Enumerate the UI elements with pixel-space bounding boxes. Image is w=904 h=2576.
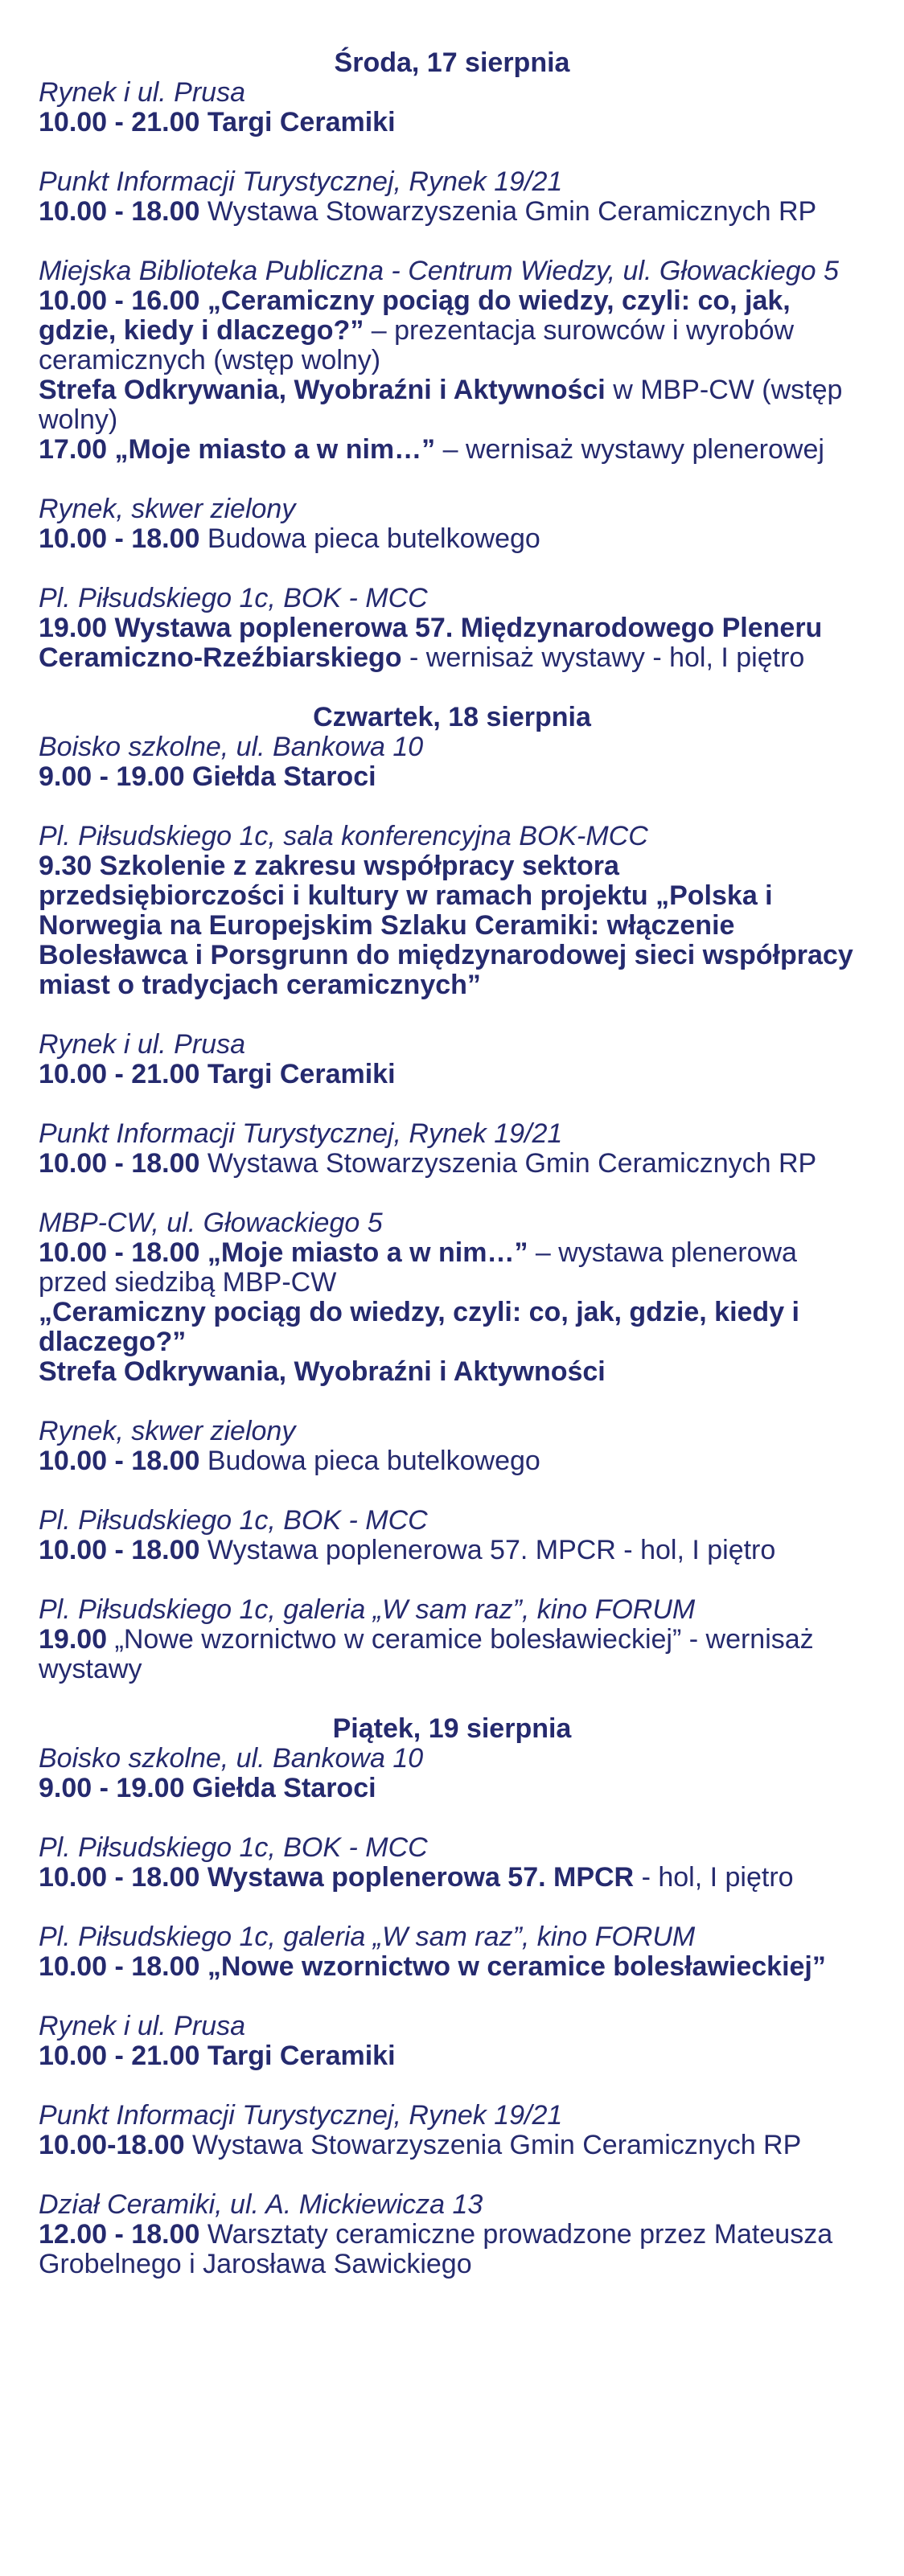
event-time-title: 9.00 - 19.00 Giełda Staroci <box>39 761 376 792</box>
event-entry <box>39 256 865 465</box>
event-time-title: 10.00 - 16.00 „Ceramiczny pociąg do wiedzy, czyli: co, jak, gdzie, kiedy i dlaczego?” <box>39 285 791 346</box>
event-description: Budowa pieca butelkowego <box>199 1446 540 1476</box>
event-description: – wernisaż wystawy plenerowej <box>435 434 824 465</box>
event-description: Warsztaty ceramiczne prowadzone przez Mateusza Grobelnego i Jarosława Sawickiego <box>39 2219 833 2279</box>
event-line <box>39 286 865 375</box>
event-time-title: 10.00 - 18.00 <box>39 1535 200 1565</box>
event-location: Punkt Informacji Turystycznej, Rynek 19/21 <box>39 166 563 197</box>
event-time-title: 10.00 - 18.00 <box>39 196 200 227</box>
event-time-title: 10.00 - 18.00 „Nowe wzornictwo w ceramice bolesławieckiej” <box>39 1951 826 1982</box>
event-entry <box>39 1506 865 1565</box>
event-line <box>39 108 865 137</box>
event-location: Punkt Informacji Turystycznej, Rynek 19/21 <box>39 1118 563 1149</box>
event-description: Wystawa Stowarzyszenia Gmin Ceramicznych RP <box>184 2130 802 2160</box>
event-time-title: 10.00 - 21.00 <box>39 107 208 137</box>
event-time-title: 10.00 - 21.00 Targi Ceramiki <box>39 1059 396 1089</box>
event-time-title: „Ceramiczny pociąg do wiedzy, czyli: co, jak, gdzie, kiedy i dlaczego?” <box>39 1297 799 1357</box>
event-time-title: 10.00 - 18.00 Wystawa poplenerowa 57. MPCR <box>39 1862 635 1893</box>
event-entry <box>39 1208 865 1387</box>
event-line <box>39 851 865 1000</box>
event-description: Wystawa Stowarzyszenia Gmin Ceramicznych RP <box>199 196 817 227</box>
event-entry <box>39 167 865 227</box>
event-entry <box>39 78 865 137</box>
event-description: Budowa pieca butelkowego <box>199 523 540 554</box>
day-heading: Piątek, 19 sierpnia <box>332 1713 572 1744</box>
event-entry <box>39 1119 865 1179</box>
day-heading: Środa, 17 sierpnia <box>334 47 570 78</box>
event-line <box>39 1238 865 1298</box>
event-line <box>39 1863 865 1893</box>
event-location: Rynek, skwer zielony <box>39 1416 296 1446</box>
event-line <box>39 1298 865 1357</box>
event-line <box>39 197 865 227</box>
event-location: Dział Ceramiki, ul. A. Mickiewicza 13 <box>39 2189 483 2220</box>
event-location: Rynek, skwer zielony <box>39 494 296 524</box>
event-entry <box>39 584 865 673</box>
event-line <box>39 613 865 673</box>
event-line <box>39 2220 865 2279</box>
event-line <box>39 1774 865 1803</box>
event-line <box>39 1060 865 1089</box>
event-time-title: 10.00 - 18.00 <box>39 1446 200 1476</box>
event-time-title: 9.00 - 19.00 Giełda Staroci <box>39 1773 376 1803</box>
event-location: MBP-CW, ul. Głowackiego 5 <box>39 1208 383 1238</box>
event-location: Pl. Piłsudskiego 1c, galeria „W sam raz”, kino FORUM <box>39 1922 696 1952</box>
event-time-title: 12.00 - 18.00 <box>39 2219 200 2250</box>
event-time-title: 17.00 „Moje miasto a w nim…” <box>39 434 436 465</box>
event-location: Rynek i ul. Prusa <box>39 1029 245 1060</box>
event-entry <box>39 1030 865 1089</box>
event-entry <box>39 1417 865 1476</box>
event-entry <box>39 732 865 792</box>
event-description: – wystawa plenerowa przed siedzibą MBP-CW <box>39 1237 797 1298</box>
event-entry <box>39 2190 865 2279</box>
event-line <box>39 2041 865 2071</box>
event-description: Wystawa poplenerowa 57. MPCR - hol, I piętro <box>199 1535 776 1565</box>
event-line <box>39 1536 865 1565</box>
event-location: Pl. Piłsudskiego 1c, galeria „W sam raz”, kino FORUM <box>39 1594 696 1625</box>
event-line <box>39 2131 865 2160</box>
event-time-title: Strefa Odkrywania, Wyobraźni i Aktywności <box>39 375 606 405</box>
event-line <box>39 375 865 435</box>
event-time-title: 19.00 Wystawa poplenerowa 57. Międzynarodowego Pleneru Ceramiczno-Rzeźbiarskiego <box>39 613 823 673</box>
event-time-title: 10.00 - 18.00 <box>39 523 200 554</box>
event-time-title: Targi Ceramiki <box>207 107 396 137</box>
event-line <box>39 1952 865 1982</box>
event-line <box>39 1625 865 1684</box>
event-line <box>39 435 865 465</box>
event-entry <box>39 1833 865 1893</box>
event-entry <box>39 494 865 554</box>
event-time-title: 10.00 - 21.00 Targi Ceramiki <box>39 2041 396 2071</box>
event-entry <box>39 1595 865 1684</box>
event-location: Pl. Piłsudskiego 1c, BOK - MCC <box>39 583 428 613</box>
event-description: - wernisaż wystawy - hol, I piętro <box>401 642 805 673</box>
event-description: w MBP-CW (wstęp wolny) <box>39 375 843 435</box>
event-time-title: 10.00 - 18.00 <box>39 1148 200 1179</box>
event-entry <box>39 1922 865 1982</box>
event-line <box>39 762 865 792</box>
event-location: Rynek i ul. Prusa <box>39 2011 245 2041</box>
event-line <box>39 1446 865 1476</box>
event-line <box>39 1149 865 1179</box>
event-line <box>39 1357 865 1387</box>
event-description: - hol, I piętro <box>634 1862 794 1893</box>
event-location: Boisko szkolne, ul. Bankowa 10 <box>39 732 424 762</box>
day-heading: Czwartek, 18 sierpnia <box>313 702 591 732</box>
event-location: Rynek i ul. Prusa <box>39 77 245 108</box>
event-location: Pl. Piłsudskiego 1c, BOK - MCC <box>39 1832 428 1863</box>
event-line <box>39 524 865 554</box>
event-time-title: Strefa Odkrywania, Wyobraźni i Aktywności <box>39 1356 606 1387</box>
event-location: Boisko szkolne, ul. Bankowa 10 <box>39 1743 424 1774</box>
event-description: „Nowe wzornictwo w ceramice bolesławieckiej” - wernisaż wystawy <box>39 1624 814 1684</box>
event-location: Miejska Biblioteka Publiczna - Centrum Wiedzy, ul. Głowackiego 5 <box>39 256 839 286</box>
event-time-title: 10.00 - 18.00 „Moje miasto a w nim…” <box>39 1237 528 1268</box>
event-time-title: 9.30 Szkolenie z zakresu współpracy sektora przedsiębiorczości i kultury w ramach projektu „Polska i Norwegia na Europejskim Szlaku Ceramiki: włączenie Bolesławca i Porsgrunn do międzynarodowej sieci współpracy miast o tradycjach ceramicznych” <box>39 851 853 1000</box>
event-description: Wystawa Stowarzyszenia Gmin Ceramicznych RP <box>199 1148 817 1179</box>
event-time-title: 10.00-18.00 <box>39 2130 185 2160</box>
event-entry <box>39 1744 865 1803</box>
event-location: Punkt Informacji Turystycznej, Rynek 19/21 <box>39 2100 563 2131</box>
event-location: Pl. Piłsudskiego 1c, BOK - MCC <box>39 1505 428 1536</box>
event-time-title: 19.00 <box>39 1624 108 1655</box>
event-entry <box>39 2012 865 2071</box>
event-entry <box>39 822 865 1000</box>
event-location: Pl. Piłsudskiego 1c, sala konferencyjna BOK-MCC <box>39 821 648 851</box>
event-description: – prezentacja surowców i wyrobów ceramicznych (wstęp wolny) <box>39 315 795 375</box>
event-entry <box>39 2101 865 2160</box>
